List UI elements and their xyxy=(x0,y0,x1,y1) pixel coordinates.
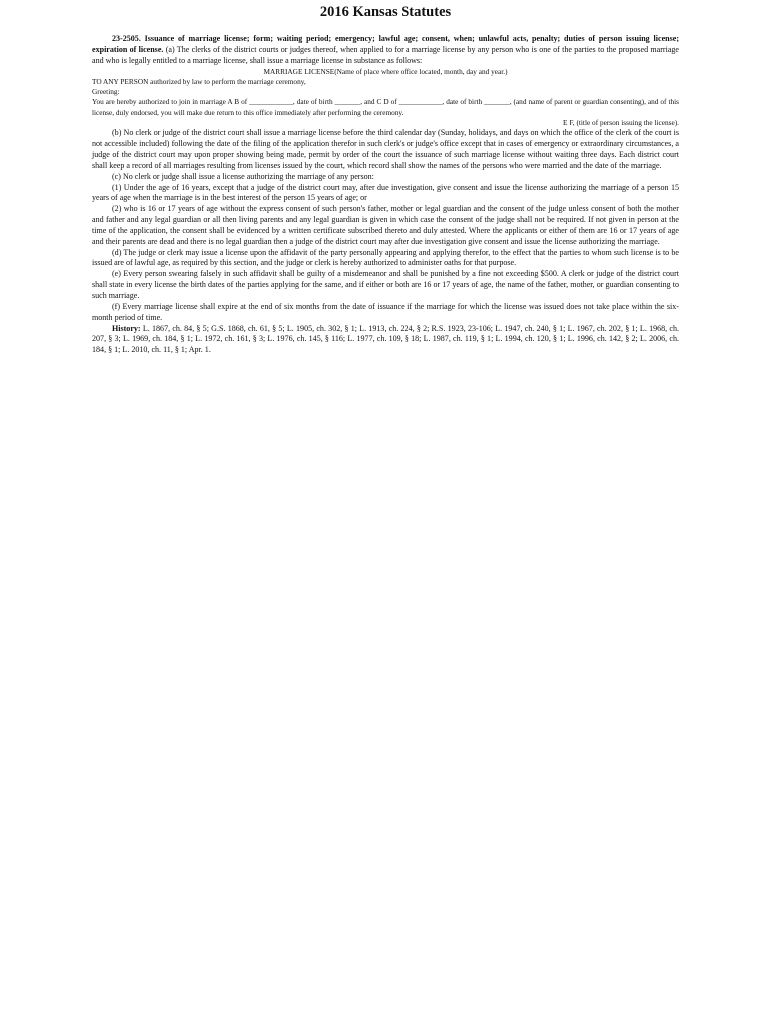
paragraph-e: (e) Every person swearing falsely in such affidavit shall be guilty of a misdemeanor and shall be punished by a fine not exceeding $500. A clerk or judge of the district court shall state in every license the birth dates of the parties applying for the same, and if either or both are 16 or 17 years of age, the name of the father, mother, or guardian consenting to such marriage. xyxy=(92,269,679,300)
statute-body xyxy=(92,34,679,356)
paragraph-c: (c) No clerk or judge shall issue a license authorizing the marriage of any person: xyxy=(112,171,374,181)
form-greeting: Greeting: xyxy=(92,87,120,97)
form-signature: E F, (title of person issuing the license). xyxy=(563,118,679,128)
paragraph-b: (b) No clerk or judge of the district court shall issue a marriage license before the third calendar day (Sunday, holidays, and days on which the office of the clerk of the court is not accessible included) following the date of the filing of the application therefor in such clerk's or judge's office except that in cases of emergency or extraordinary circumstances, a judge of the district court may upon proper showing being made, permit by order of the court the issuance of such marriage license without waiting three days. Each district court shall keep a record of all marriages resulting from licenses issued by the court, which record shall show the names of the persons who were married and the date of the marriage. xyxy=(92,128,679,170)
history-section xyxy=(92,324,679,357)
history-label: History: xyxy=(112,323,141,333)
statute-heading: Issuance of marriage license; form; waiting period; emergency; lawful age; consent, when; unlawful acts, penalty; duties of person issuing license; expiration of license. xyxy=(92,34,679,54)
paragraph-d: (d) The judge or clerk may issue a license upon the affidavit of the party personally appearing and applying therefor, to the effect that the parties to whom such license is to be issued are of lawful age, as required by this section, and the judge or clerk is hereby authorized to administer oaths for that purpose. xyxy=(92,247,679,268)
paragraph-c-2: (2) who is 16 or 17 years of age without the express consent of such person's father, mother or legal guardian and the consent of the judge unless consent of both the mother and father and any legal guardian or all then living parents and any legal guardian is given in which case the consent of the judge shall not be required. If not given in person at the time of the application, the consent shall be evidenced by a written certificate subscribed thereto and duly attested. Where the applicants or either of them are 16 or 17 years of age and their parents are dead and there is no legal guardian then a judge of the district court may after due investigation give consent and issue the license authorizing the marriage. xyxy=(92,204,679,246)
history-text: L. 1867, ch. 84, § 5; G.S. 1868, ch. 61, § 5; L. 1905, ch. 302, § 1; L. 1913, ch. 224, § 2; R.S. 1923, 23-106; L. 1947, ch. 240, § 1; L. 1967, ch. 202, § 1; L. 1968, ch. 207, § 3; L. 1969, ch. 184, § 1; L. 1972, ch. 161, § 3; L. 1976, ch. 145, § 116; L. 1977, ch. 109, § 18; L. 1987, ch. 119, § 1; L. 1994, ch. 120, § 1; L. 1996, ch. 142, § 2; L. 2006, ch. 184, § 1; L. 2010, ch. 11, § 1; Apr. 1. xyxy=(92,323,680,355)
page-title: 2016 Kansas Statutes xyxy=(319,4,452,20)
paragraph-c-1: (1) Under the age of 16 years, except that a judge of the district court may, after due investigation, give consent and issue the license authorizing the marriage of a person 15 years of age when the marriage is in the best interest of the person 15 years of age; or xyxy=(92,182,679,203)
statute-opening xyxy=(92,34,679,67)
form-title: MARRIAGE LICENSE(Name of place where office located, month, day and year.) xyxy=(263,66,508,76)
paragraph-a: (a) The clerks of the district courts or judges thereof, when applied to for a marriage license by any person who is one of the parties to the proposed marriage and who is legally entitled to a marriage license, shall issue a marriage license in substance as follows: xyxy=(92,44,679,65)
form-body: You are hereby authorized to join in marriage A B of ____________, date of birth _______, and C D of ____________, date of birth _______, (and name of parent or guardian consenting), and of this license, duly endorsed, you will make due return to this office immediately after performing the ceremony. xyxy=(92,97,679,117)
paragraph-f: (f) Every marriage license shall expire at the end of six months from the date of issuance if the marriage for which the license was issued does not take place within the six-month period of time. xyxy=(92,301,679,322)
statute-number: 23-2505. xyxy=(112,34,141,43)
form-addressee: TO ANY PERSON authorized by law to perform the marriage ceremony, xyxy=(92,76,306,86)
